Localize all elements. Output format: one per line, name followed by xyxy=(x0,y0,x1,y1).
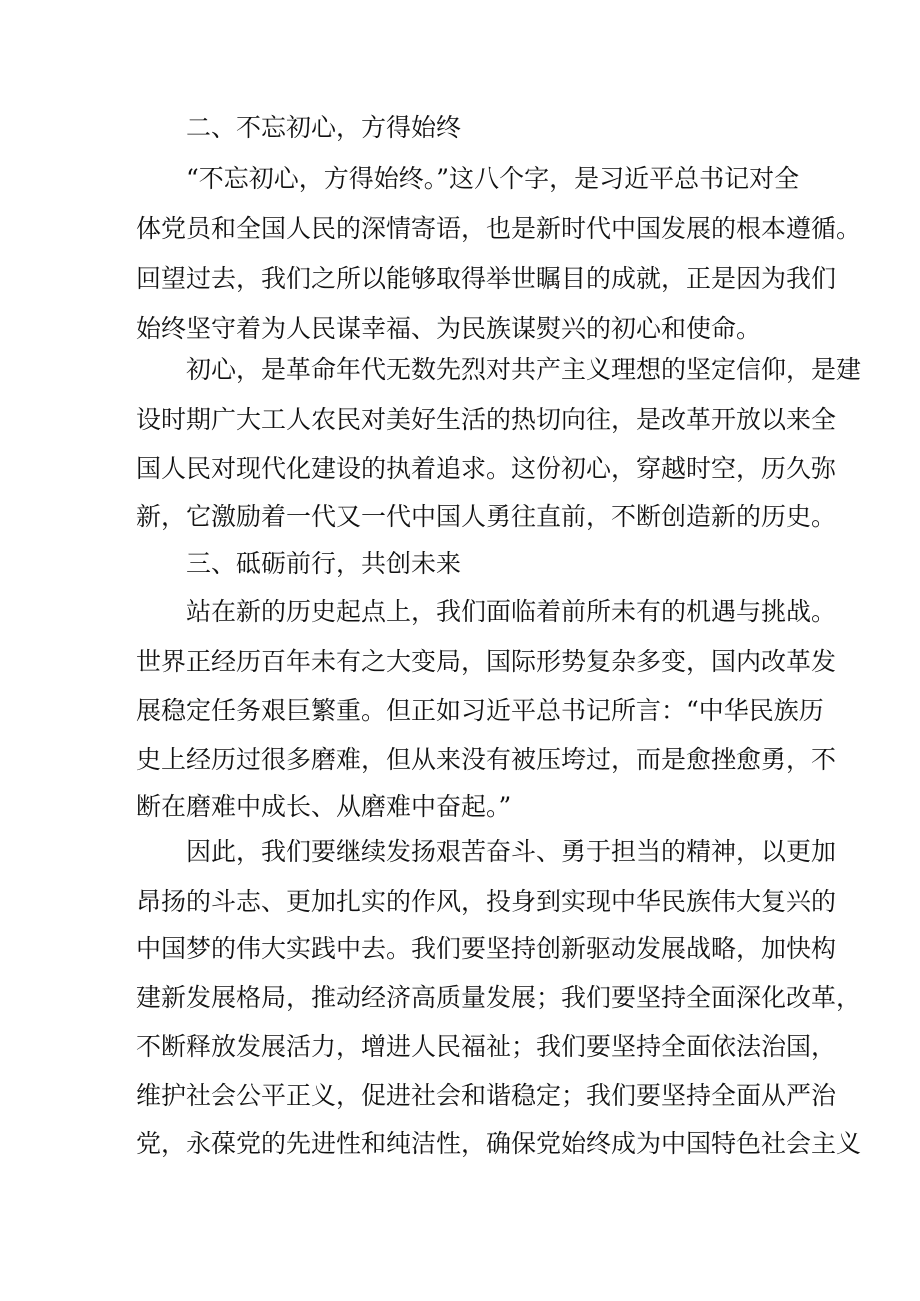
paragraph-text: 展稳定任务艰巨繁重。但正如习近平总书记所言：“中华民族历 xyxy=(136,696,824,725)
paragraph-line xyxy=(0,309,920,349)
paragraph-text: 始终坚守着为人民谋幸福、为民族谋熨兴的初心和使命。 xyxy=(136,314,762,343)
paragraph-line xyxy=(0,400,920,440)
paragraph-text: 党，永葆党的先进性和纯洁性，确保党始终成为中国特色社会主义 xyxy=(136,1129,862,1158)
paragraph-text: 新，它激励着一代又一代中国人勇往直前，不断创造新的历史。 xyxy=(136,502,837,531)
paragraph-line xyxy=(0,642,920,682)
paragraph-line xyxy=(0,832,920,872)
paragraph-text: 断在磨难中成长、从磨难中奋起。” xyxy=(136,792,512,821)
paragraph-text: 站在新的历史起点上，我们面临着前所未有的机遇与挑战。 xyxy=(186,597,837,626)
paragraph-line xyxy=(0,592,920,632)
section-heading xyxy=(0,544,920,584)
paragraph-line xyxy=(0,1076,920,1116)
paragraph-line xyxy=(0,159,920,199)
paragraph-line xyxy=(0,740,920,780)
paragraph-text: 建新发展格局，推动经济高质量发展；我们要坚持全面深化改革， xyxy=(136,983,862,1012)
paragraph-text: 昂扬的斗志、更加扎实的作风，投身到实现中华民族伟大复兴的 xyxy=(136,887,837,916)
paragraph-text: 史上经历过很多磨难，但从来没有被压垮过，而是愈挫愈勇，不 xyxy=(136,745,837,774)
paragraph-text: “不忘初心，方得始终。”这八个字，是习近平总书记对全 xyxy=(186,164,800,193)
heading-text: 二、不忘初心，方得始终 xyxy=(186,113,462,142)
paragraph-line xyxy=(0,449,920,489)
paragraph-text: 世界正经历百年未有之大变局，国际形势复杂多变，国内改革发 xyxy=(136,647,837,676)
paragraph-text: 维护社会公平正义，促进社会和谐稳定；我们要坚持全面从严治 xyxy=(136,1081,837,1110)
section-heading xyxy=(0,108,920,148)
paragraph-line xyxy=(0,1124,920,1164)
paragraph-text: 不断释放发展活力，增进人民福祉；我们要坚持全面依法治国， xyxy=(136,1032,837,1061)
paragraph-text: 中国梦的伟大实践中去。我们要坚持创新驱动发展战略，加快构 xyxy=(136,934,837,963)
paragraph-line xyxy=(0,259,920,299)
paragraph-line xyxy=(0,787,920,827)
paragraph-text: 回望过去，我们之所以能够取得举世瞩目的成就，正是因为我们 xyxy=(136,264,837,293)
paragraph-line xyxy=(0,1027,920,1067)
paragraph-text: 体党员和全国人民的深情寄语，也是新时代中国发展的根本遵循。 xyxy=(136,214,862,243)
paragraph-line xyxy=(0,978,920,1018)
paragraph-text: 设时期广大工人农民对美好生活的热切向往，是改革开放以来全 xyxy=(136,405,837,434)
paragraph-line xyxy=(0,350,920,390)
paragraph-text: 国人民对现代化建设的执着追求。这份初心，穿越时空，历久弥 xyxy=(136,454,837,483)
paragraph-line xyxy=(0,497,920,537)
paragraph-text: 因此，我们要继续发扬艰苦奋斗、勇于担当的精神，以更加 xyxy=(186,837,837,866)
paragraph-line xyxy=(0,691,920,731)
paragraph-line xyxy=(0,882,920,922)
paragraph-line xyxy=(0,929,920,969)
heading-text: 三、砥砺前行，共创未来 xyxy=(186,549,462,578)
paragraph-line xyxy=(0,209,920,249)
paragraph-text: 初心，是革命年代无数先烈对共产主义理想的坚定信仰，是建 xyxy=(186,355,862,384)
